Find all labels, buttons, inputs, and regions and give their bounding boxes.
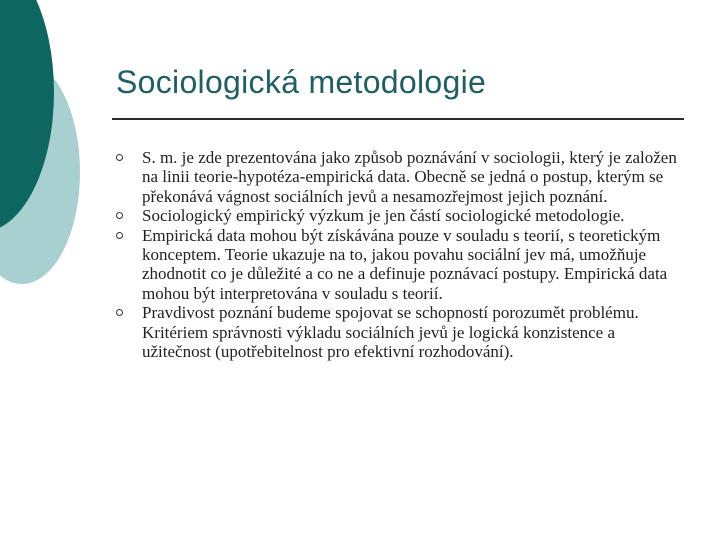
bullet-circle-icon bbox=[116, 309, 123, 316]
bullet-circle-icon bbox=[116, 232, 123, 239]
slide-title: Sociologická metodologie bbox=[116, 64, 487, 100]
title-underline bbox=[112, 118, 684, 120]
bullet-text: Empirická data mohou být získávána pouze v souladu s teorií, s teoretickým konceptem. Teorie ukazuje na to, jakou povahu sociální jev má, umožňuje zhodnotit co je důležité a co ne a definuje poznávací postupy. Empirická data mohou být interpretována v souladu s teorií. bbox=[142, 225, 668, 303]
bullet-text: Pravdivost poznání budeme spojovat se schopností porozumět problému. Kritériem správnosti výkladu sociálních jevů je logická konzistence a užitečnost (upotřebitelnost pro efektivní rozhodování). bbox=[142, 303, 639, 362]
bullet-circle-icon bbox=[116, 154, 123, 161]
bullet-text: S. m. je zde prezentována jako způsob poznávání v sociologii, který je založen na linii teorie-hypotéza-empirická data. Obecně se jedná o postup, kterým se překonává vágnost sociálních jevů a nesamozřejmost jejich poznání. bbox=[142, 148, 677, 206]
bullet-item bbox=[114, 303, 684, 361]
bullet-item bbox=[114, 148, 684, 206]
bullet-text: Sociologický empirický výzkum je jen částí sociologické metodologie. bbox=[142, 206, 625, 226]
bullet-item bbox=[114, 206, 684, 225]
bullet-list bbox=[114, 148, 684, 361]
bullet-item bbox=[114, 226, 684, 304]
decorative-shapes bbox=[0, 0, 120, 300]
bullet-circle-icon bbox=[116, 212, 123, 219]
